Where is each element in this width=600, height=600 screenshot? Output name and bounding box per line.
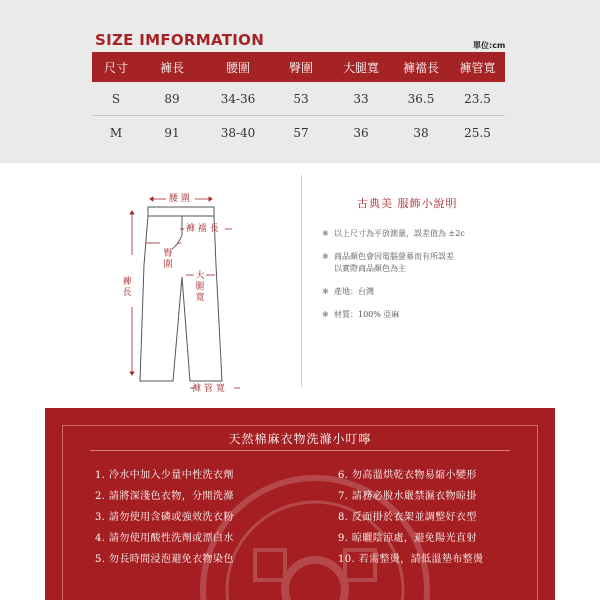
header-hem: 褲管寬 [459,60,496,75]
rise-label: 褲 襠 長 [186,224,219,234]
pants-diagram [110,185,260,405]
care-list-right [338,465,483,570]
table-cell: 33 [353,91,369,106]
table-row [92,82,505,116]
hem-label: 褲 管 寬 [192,384,225,394]
header-hip: 臀圍 [288,60,313,75]
size-info-panel [0,0,600,163]
care-divider [90,450,510,451]
header-thigh: 大腿寬 [342,60,379,75]
asterisk-icon: ✱ [322,310,329,319]
table-cell: 34-36 [220,91,256,106]
note-text: 材質：100% 亞麻 [334,310,400,319]
table-cell: 38 [413,126,429,140]
unit-label: 單位:cm [473,41,506,50]
table-cell: 91 [164,126,180,140]
list-item [322,309,552,321]
list-item: 8. 反面掛於衣架並調整好衣型 [338,512,477,523]
length-label: 褲長 [122,277,132,298]
pants-outline-icon [110,185,260,405]
list-item: 5. 勿長時間浸泡避免衣物染色 [95,554,234,565]
care-list-left [95,465,234,570]
care-title: 天然棉麻衣物洗滌小叮嚀 [228,432,372,446]
table-cell: 36 [353,126,369,140]
size-info-title: SIZE IMFORMATION [95,31,265,49]
note-text: 以上尺寸為平放測量，誤差值為 ±2c [334,229,465,238]
note-text: 商品顏色會因電腦螢幕而有所誤差 以實際商品顏色為主 [334,252,454,273]
list-item: 7. 請務必脫水嚴禁濕衣物晾掛 [338,491,477,502]
table-cell: 25.5 [464,126,491,140]
notes-title: 古典美 服飾小說明 [357,197,458,210]
table-row [92,116,505,150]
list-item: 4. 請勿使用酸性洗劑或漂白水 [95,533,234,544]
header-length: 褲長 [159,60,184,75]
waist-label: 腰 圍 [169,194,190,204]
table-cell: M [109,126,123,140]
asterisk-icon: ✱ [322,229,329,238]
list-item [322,251,552,275]
list-item: 3. 請勿使用含磷或強效洗衣粉 [95,512,234,523]
list-item [322,286,552,298]
list-item: 10. 若需整燙，請低溫墊布整燙 [338,554,484,565]
size-table [92,52,505,150]
table-cell: 53 [293,91,309,106]
list-item: 1. 冷水中加入少量中性洗衣劑 [95,470,234,481]
notes-list [322,228,552,332]
asterisk-icon: ✱ [322,287,329,296]
note-text: 產地：台灣 [334,287,374,296]
table-cell: 57 [293,126,309,140]
table-cell: 23.5 [464,91,491,106]
header-waist: 腰圍 [225,60,250,75]
table-cell: S [111,91,121,106]
asterisk-icon: ✱ [322,252,329,261]
list-item: 9. 晾曬陰涼處，避免陽光直射 [338,533,477,544]
list-item [322,228,552,240]
table-cell: 89 [164,91,180,106]
care-panel [45,408,555,600]
hip-label: 臀圍 [163,249,173,270]
table-cell: 36.5 [407,91,435,106]
table-cell: 38-40 [220,126,256,140]
size-table-header [92,52,505,82]
thigh-label: 大腿寬 [195,271,205,303]
header-size: 尺寸 [103,60,128,75]
list-item: 6. 勿高溫烘乾衣物易縮小變形 [338,470,477,481]
list-item: 2. 請將深淺色衣物，分開洗滌 [95,491,234,502]
section-divider [301,175,302,387]
header-rise: 褲襠長 [402,60,439,75]
